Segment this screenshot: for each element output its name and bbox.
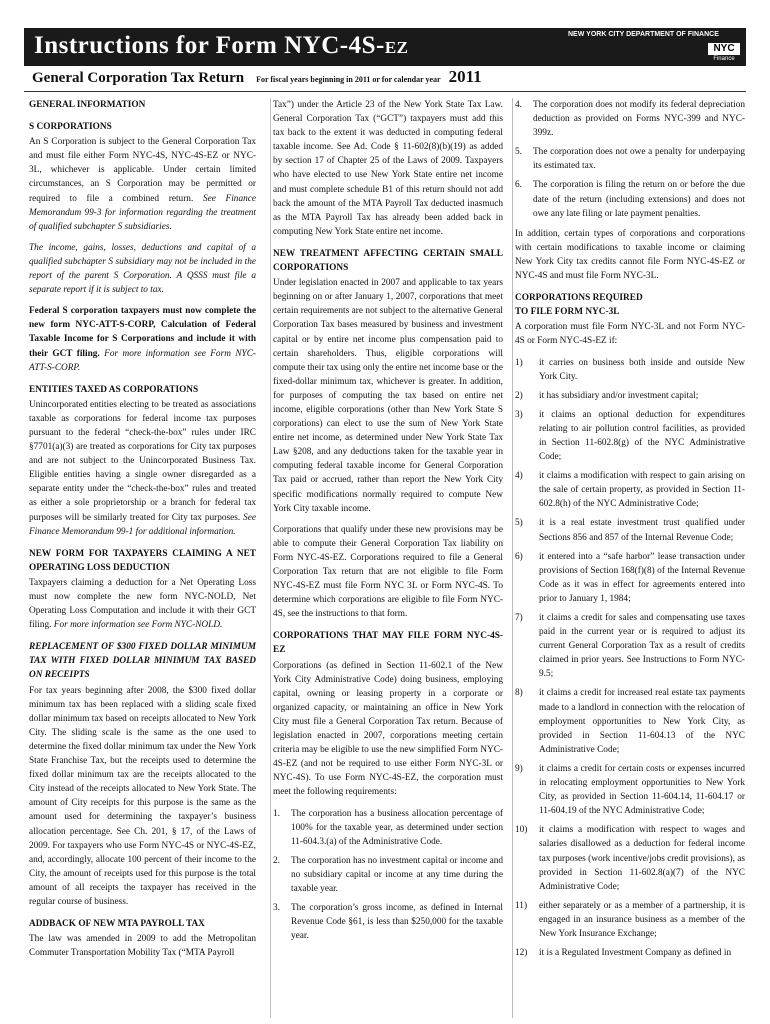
- list-item: 7) it claims a credit for sales and compensating use taxes paid in the current year or is required to adjust its current General Corporation Tax as a result of credits claimed in prior years. See Instructions to Form NYC-9.5;: [515, 613, 745, 680]
- fiscal-note: For fiscal years beginning in 2011 or for calendar year: [256, 75, 441, 84]
- list-item: 4. The corporation does not modify its federal depreciation deduction as provided on Forms NYC-399 and NYC-399z.: [515, 100, 745, 139]
- list-item: 1. The corporation has a business allocation percentage of 100% for the taxable year, as determined under section 11-604.3.(a) of the Administrative Code.: [273, 808, 503, 847]
- requirements-list: [273, 807, 503, 944]
- nold-paragraph: Taxpayers claiming a deduction for a Net Operating Loss must now complete the new form NYC-NOLD, Net Operating Loss Computation and include it with their GCT filing. For more information see Form NYC-NOLD.: [29, 577, 256, 631]
- required-paragraph: A corporation must file Form NYC-3L and not Form NYC-4S or Form NYC-4S-EZ if:: [515, 322, 745, 347]
- requirements-list-continued: [515, 98, 745, 221]
- list-item: 11) either separately or as a member of a partnership, it is engaged in an insurance business as a member of the New York Insurance Exchange;: [515, 900, 745, 939]
- list-item: 2) it has subsidiary and/or investment capital;: [515, 390, 699, 401]
- entities-paragraph: Unincorporated entities electing to be treated as associations taxable as corporations for federal income tax purposes pursuant to the federal “check-the-box” rules under IRC §7701(a)(3) are treated as corporations for City tax purposes and are not subject to the Unincorporated Business Tax. Eligible entities having a single owner disregarded as a separate entity under the “check-the-box” rules and treated as either a sole proprietorship or a branch for federal tax purposes will be similarly treated for City tax purposes. See Finance Memorandum 99-1 for additional information.: [29, 399, 256, 537]
- column-3: [512, 98, 745, 1018]
- addition-paragraph: In addition, certain types of corporations and corporations with certain modifications to taxable income or claiming New York City tax credits cannot file Form NYC-4S-EZ or NYC-4S and must file Form NYC-3L.: [515, 228, 745, 282]
- form-subtitle: General Corporation Tax Return: [32, 70, 245, 86]
- list-item: 3. The corporation’s gross income, as defined in Internal Revenue Code §61, is less than $250,000 for the taxable year.: [273, 903, 503, 942]
- mta-continued-paragraph: Tax”) under the Article 23 of the New York State Tax Law. General Corporation Tax (“GCT”) taxpayers must add this tax back to the extent it was deducted in computing federal taxable income. See Ad. Code § 11-602(8)(b)(19) as added by section 17 of Chapter 25 of the Laws of 2009. Taxpayers who have elected to use New York State entire net income and must complete schedule B1 of this return should not add back the amount of the MTA Payroll Tax deducted inasmuch as the MTA Payroll Tax has already been added back in computing New York State entire net income.: [273, 100, 503, 237]
- list-item: 4) it claims a modification with respect to gain arising on the sale of certain property, as provided in Section 11-602.8(h) of the NYC Administrative Code;: [515, 471, 745, 510]
- column-2: [270, 98, 503, 1018]
- form-subheader: [32, 67, 742, 89]
- federal-s-corp-paragraph: Federal S corporation taxpayers must now complete the new form NYC-ATT-S-CORP, Calculation of Federal Taxable Income for S Corporations and include it with their GCT filing. For more information see Form NYC-ATT-S-CORP.: [29, 306, 256, 373]
- nyc-3l-conditions-list: [515, 356, 745, 961]
- list-item: 1) it carries on business both inside and outside New York City.: [515, 357, 745, 382]
- list-item: 5. The corporation does not owe a penalty for underpaying its estimated tax.: [515, 147, 745, 172]
- header-divider: [24, 91, 746, 92]
- qsss-paragraph: The income, gains, losses, deductions and capital of a qualified subchapter S subsidiary may not be included in the report of the parent S Corporation. A QSSS must file a separate report if it is subject to tax.: [29, 242, 256, 296]
- list-item: 8) it claims a credit for increased real estate tax payments made to a landlord in connection with the relocation of employment opportunities to New York City, as provided in Section 11-604.13 of the NYC Administrative Code;: [515, 688, 745, 755]
- general-info-heading: GENERAL INFORMATION: [29, 100, 146, 110]
- logo-sub: Finance: [708, 55, 740, 63]
- replacement-heading: REPLACEMENT OF $300 FIXED DOLLAR MINIMUM TAX WITH FIXED DOLLAR MINIMUM TAX BASED ON RECEIPTS: [29, 642, 256, 681]
- may-file-paragraph: Corporations (as defined in Section 11-602.1 of the New York City Administrative Code) doing business, employing capital, owning or leasing property in a corporate or organized capacity, or maintaining an office in New York City must file a General Corporation Tax return. Because of legislation enacted in 2007, corporations meeting certain criteria may be eligible to use the new simplified Form NYC-4S-EZ (and not be required to use either Form NYC-3L or NYC-4S). To use Form NYC-4S-EZ, the corporation must meet the following requirements:: [273, 660, 503, 798]
- s-corp-heading: S CORPORATIONS: [29, 122, 112, 133]
- entities-heading: ENTITIES TAXED AS CORPORATIONS: [29, 384, 199, 395]
- form-title: Instructions for Form NYC-4S-EZ: [34, 32, 409, 59]
- department-name: NEW YORK CITY DEPARTMENT OF FINANCE: [568, 31, 719, 38]
- nyc-finance-logo: [708, 43, 740, 63]
- column-1: [29, 98, 256, 967]
- tax-year: 2011: [448, 67, 482, 86]
- may-file-heading: CORPORATIONS THAT MAY FILE FORM NYC-4S-EZ: [273, 631, 503, 656]
- form-header-bar: [24, 28, 746, 66]
- list-item: 9) it claims a credit for certain costs or expenses incurred in relocating employment opportunities to New York City, as provided in Section 11-604.14, 11-604.17 or 11-604.19 of the NYC Administrative Code;: [515, 763, 745, 817]
- mta-heading: ADDBACK OF NEW MTA PAYROLL TAX: [29, 919, 205, 930]
- required-heading-line-2: TO FILE FORM NYC-3L: [515, 307, 620, 318]
- logo-text: NYC: [713, 43, 735, 54]
- replacement-paragraph: For tax years beginning after 2008, the $300 fixed dollar minimum tax has been replaced with a sliding scale fixed dollar minimum tax based on receipts allocated to New York City. The sliding scale is the same as the one used to determine the fixed dollar minimum tax under the New York State Franchise Tax, but the receipts used to determine the fixed dollar minimum tax are the receipts allocated to the City instead of the receipts allocated to New York State. The amount of City receipts for this purpose is the same as the amount used for determining the taxpayer’s business allocation percentage. See Ch. 201, § 17, of the Laws of 2009. For taxpayers who use Form NYC-4S or NYC-4S-EZ, and, accordingly, allocate 100 percent of their income to the City, the amount of receipts used for this purpose is the total amount of all receipts the taxpayer has received in the regular course of business.: [29, 685, 256, 907]
- list-item: 10) it claims a modification with respect to wages and salaries disallowed as a deduction for federal income tax purposes (work incentive/jobs credit provisions), as provided in Section 11-602.8(a)(7) of the NYC Administrative Code;: [515, 825, 745, 892]
- required-heading-line-1: CORPORATIONS REQUIRED: [515, 293, 643, 304]
- qualify-paragraph: Corporations that qualify under these new provisions may be able to compute their General Corporation Tax liability on Form NYC-4S-EZ. Corporations required to file a General Corporation Tax return that are not eligible to file Form NYC-4S-EZ must file Form NYC 3L or Form NYC-4S. To determine which corporations are eligible to file Form NYC-4S, see the instructions to that form.: [273, 524, 503, 620]
- list-item: 5) it is a real estate investment trust qualified under Sections 856 and 857 of the Internal Revenue Code;: [515, 518, 745, 543]
- list-item: 2. The corporation has no investment capital or income and no subsidiary capital or income at any time during the taxable year.: [273, 855, 503, 894]
- list-item: 12) it is a Regulated Investment Company as defined in: [515, 948, 732, 959]
- list-item: 6. The corporation is filing the return on or before the due date of the return (including extensions) and does not owe any late filing or late payment penalties.: [515, 180, 745, 219]
- small-corp-paragraph: Under legislation enacted in 2007 and applicable to tax years beginning on or after January 1, 2007, corporations that meet certain requirements are not subject to the alternative General Corporation Tax bases measured by business and investment capital or by entire net income plus compensation paid to certain shareholders. Thus, eligible corporations will compute their tax using only the entire net income base or the fixed-dollar minimum tax, whichever is greater. In addition, for purposes of computing the tax based on entire net income, eligible corporations (other than New York State S corporations) can elect to use the sum of New York State entire net income, as determined under New York State Tax Law §208, and any deductions taken for the taxable year in computing federal taxable income for General Corporation Tax paid or accrued, rather than report the New York City specific modifications normally required to compute New York City taxable income.: [273, 278, 503, 514]
- s-corp-paragraph: An S Corporation is subject to the General Corporation Tax and must file either Form NYC-4S, NYC-4S-EZ or NYC-3L, whichever is applicable. Under certain limited circumstances, an S Corporation may be permitted or required to file a combined return. See Finance Memorandum 99-3 for information regarding the treatment of qualified subchapter S subsidiaries.: [29, 137, 257, 232]
- list-item: 3) it claims an optional deduction for expenditures relating to air pollution control facilities, as provided in Section 11-602.8(g) of the NYC Administrative Code;: [515, 409, 745, 463]
- list-item: 6) it entered into a “safe harbor” lease transaction under provisions of Section 168(f)(8) of the Internal Revenue Code as it was in effect for agreements entered into prior to January 1, 1984;: [515, 551, 745, 604]
- mta-paragraph: The law was amended in 2009 to add the Metropolitan Commuter Transportation Mobility Tax (“MTA Payroll: [29, 934, 256, 959]
- small-corp-heading: NEW TREATMENT AFFECTING CERTAIN SMALL CORPORATIONS: [273, 248, 503, 274]
- nold-heading: NEW FORM FOR TAXPAYERS CLAIMING A NET OPERATING LOSS DEDUCTION: [29, 548, 256, 573]
